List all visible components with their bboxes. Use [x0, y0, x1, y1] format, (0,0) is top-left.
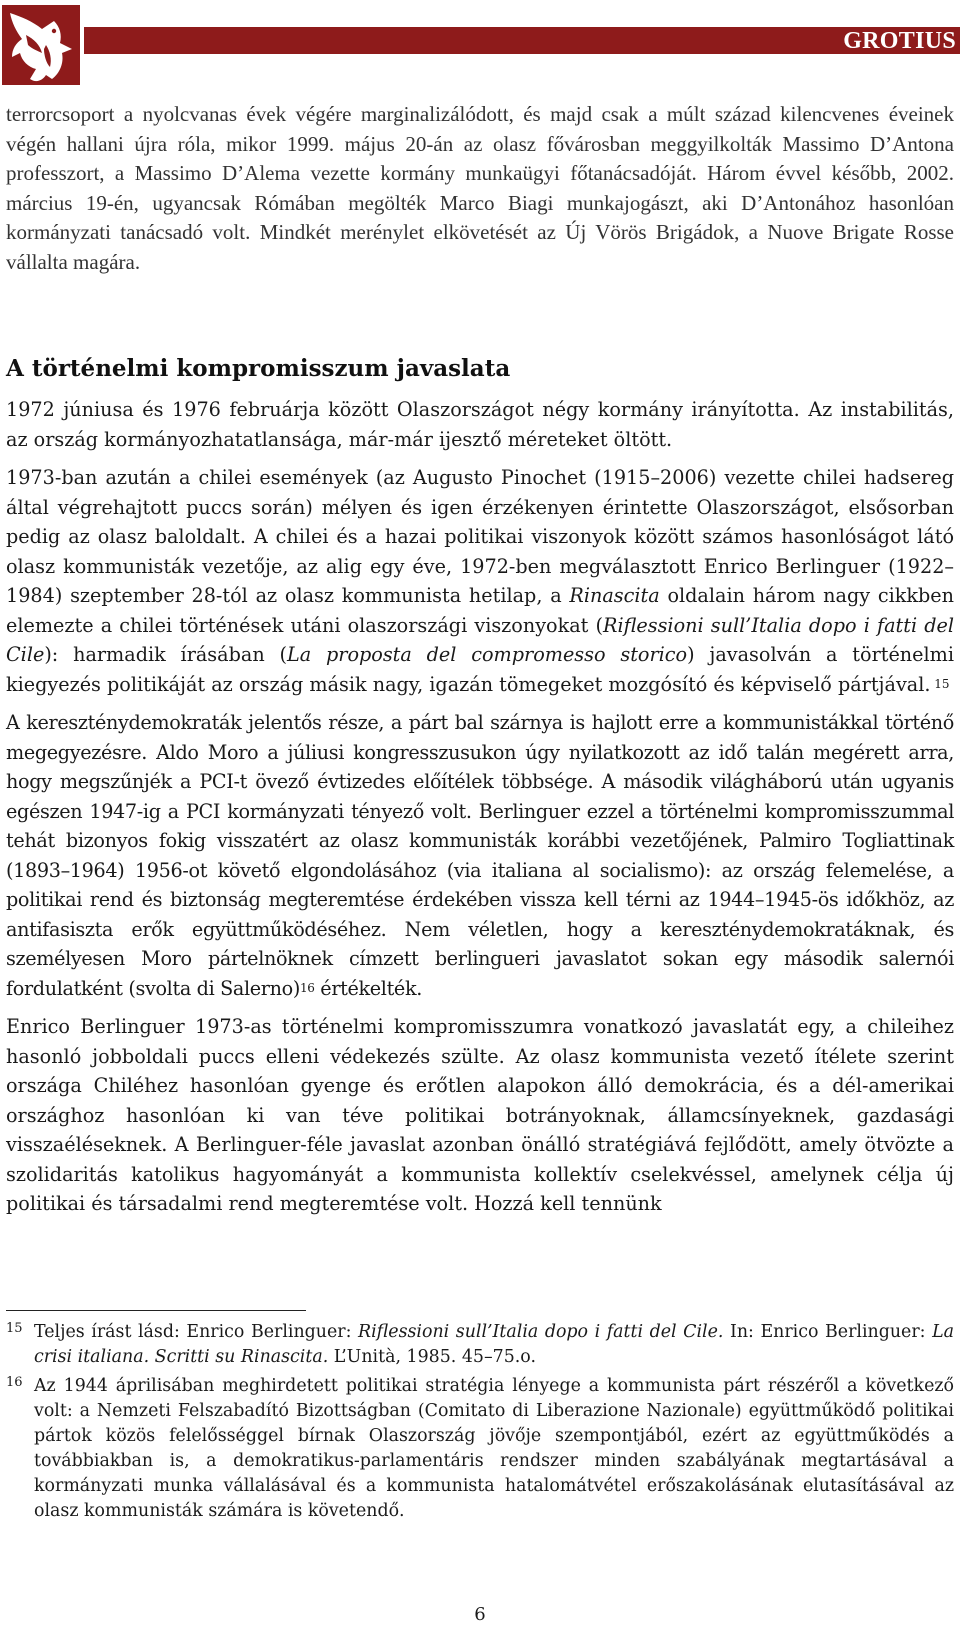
- text-run: ): harmadik írásában (: [44, 643, 287, 666]
- footnote-ref-15[interactable]: 15: [930, 676, 950, 691]
- text-run: 1973-ban azután a chilei események (az Augusto Pinochet (1915–2006) vezette chilei hadsereg által végrehajtott puccs során) mélyen és igen érzékenyen érintette Olaszországot, elsősorban pedig az olasz baloldalt. A chilei és a hazai politikai viszonyok között számos hasonlóságot látó olasz kommunisták vezetője, az alig egy éve, 1972-ben megválasztott Enrico Berlinguer (1922–1984) szeptember 28-tól az olasz kommunista hetilap, a: [6, 466, 954, 607]
- text-run: A kereszténydemokraták jelentős része, a párt bal szárnya is hajlott erre a kommunistákkal történő megegyezésre. Aldo Moro a júliusi kongresszusukon úgy nyilatkozott az idő talán megérett arra, hogy megszűnjék a PCI-t övező évtizedes előítélek többsége. A második világháború után ugyanis egészen 1947-ig a PCI kormányzati tényező volt. Berlinguer ezzel a történelmi kompromisszummal tehát bizonyos fokig visszatért az olasz kommunisták korábbi vezetőjének, Palmiro Togliattinak (1893–1964) 1956-ot követő elgondolásához (via italiana al socialismo): az ország felemelése, a politikai rend és biztonság megteremtése érdekében vissza kell térni az 1944–1945-ös időkhöz, az antifasiszta erők együttműködéséhez. Nem véletlen, hogy a kereszténydemokratáknak, és személyesen Moro pártelnöknek címzett berlingueri javaslatot sokan egy második salernói fordulatként (svolta di Salerno): [6, 711, 954, 1000]
- text-run: ) javasolván a történelmi kiegyezés politikáját az ország másik nagy, igazán tömegeket mozgósító és képviselő pártjával.: [6, 643, 954, 696]
- italic-title: Riflessioni sull’Italia dopo i fatti del Cile: [6, 613, 954, 666]
- footnotes: [6, 1320, 954, 1524]
- paragraph-1: 1972 júniusa és 1976 februárja között Olaszországot négy kormány irányította. Az instabilitás, az ország kormányozhatatlansága, már-már ijesztő méreteket öltött.: [6, 398, 954, 451]
- paragraph-continued: terrorcsoport a nyolcvanas évek végére marginalizálódott, és majd csak a múlt század kilencvenes éveinek végén hallani újra róla, mikor 1999. május 20-án az olasz fővárosban meggyilkolták Massimo D’Antona professzort, a Massimo D’Alema vezette kormány munkaügyi főtanácsadóját. Három évvel később, 2002. március 19-én, ugyancsak Rómában megölték Marco Biagi munkajogászt, aki D’Antonához hasonlóan kormányzati tanácsadó volt. Mindkét merénylet elkövetését az Új Vörös Brigádok, a Nuove Brigate Rosse vállalta magára.: [6, 102, 954, 274]
- page-header: [0, 0, 960, 92]
- journal-name: GROTIUS: [843, 28, 956, 54]
- footnote-number: 16: [6, 1375, 23, 1390]
- paragraph-2: [6, 463, 954, 699]
- italic-title: La crisi italiana. Scritti su Rinascita.: [34, 1322, 955, 1367]
- header-bar: [84, 27, 960, 54]
- page-number: 6: [474, 1604, 486, 1625]
- text-run: In: Enrico Berlinguer:: [723, 1322, 933, 1342]
- italic-title: Rinascita: [569, 584, 660, 607]
- footnote-ref-16[interactable]: 16: [299, 980, 315, 995]
- text-run: L’Unità, 1985. 45–75.o.: [328, 1347, 537, 1367]
- paragraph-4: Enrico Berlinguer 1973-as történelmi kompromisszumra vonatkozó javaslatát egy, a chileihez hasonló jobboldali puccs elleni védekezés szülte. Az olasz kommunista vezető ítélete szerint országa Chiléhez hasonlóan gyenge és erőtlen alapokon álló demokrácia, és a dél-amerikai országhoz hasonlóan ki van téve politikai botrányoknak, államcsínyeknek, gazdasági visszaéléseknek. A Berlinguer-féle javaslat azonban önálló stratégiává fejlődött, amely ötvözte a szolidaritás katolikus hagyományát a kommunista kollektív cselekvéssel, amelynek célja új politikai és társadalmi rend megteremtése volt. Hozzá kell tennünk: [6, 1015, 954, 1215]
- eagle-logo-icon: [2, 5, 80, 85]
- paragraph-3: [6, 708, 954, 1003]
- article-body: [6, 100, 954, 1219]
- text-run: Teljes írást lásd: Enrico Berlinguer:: [34, 1322, 359, 1342]
- italic-title: Riflessioni sull’Italia dopo i fatti del Cile.: [358, 1322, 724, 1342]
- footnote-16: [6, 1374, 954, 1524]
- footnote-text: Az 1944 áprilisában meghirdetett politikai stratégia lényege a kommunista párt részéről a következő volt: a Nemzeti Felszabadító Bizottságban (Comitato di Liberazione Nazionale) együttműködő politikai pártok közös felelősséggel bírnak Olaszország jövője szempontjából, ezért az együttműködés a továbbiakban is, a demokratikus-parlamentáris rendszer minden szabályának megtartásával a kormányzati munka vállalásával és a kommunista hatalomátvétel erőszakolásának elutasításával az olasz kommunisták számára is követendő.: [34, 1376, 954, 1521]
- italic-title: La proposta del compromesso storico: [286, 643, 688, 666]
- footnote-number: 15: [6, 1321, 23, 1336]
- text-run: értékelték.: [314, 976, 422, 1000]
- text-run: oldalain három nagy cikkben elemezte a chilei történések utáni olaszországi viszonyokat (: [6, 584, 954, 637]
- footnote-15: [6, 1320, 954, 1370]
- section-heading: A történelmi kompromisszum javaslata: [6, 355, 511, 382]
- footnote-divider: [6, 1310, 306, 1311]
